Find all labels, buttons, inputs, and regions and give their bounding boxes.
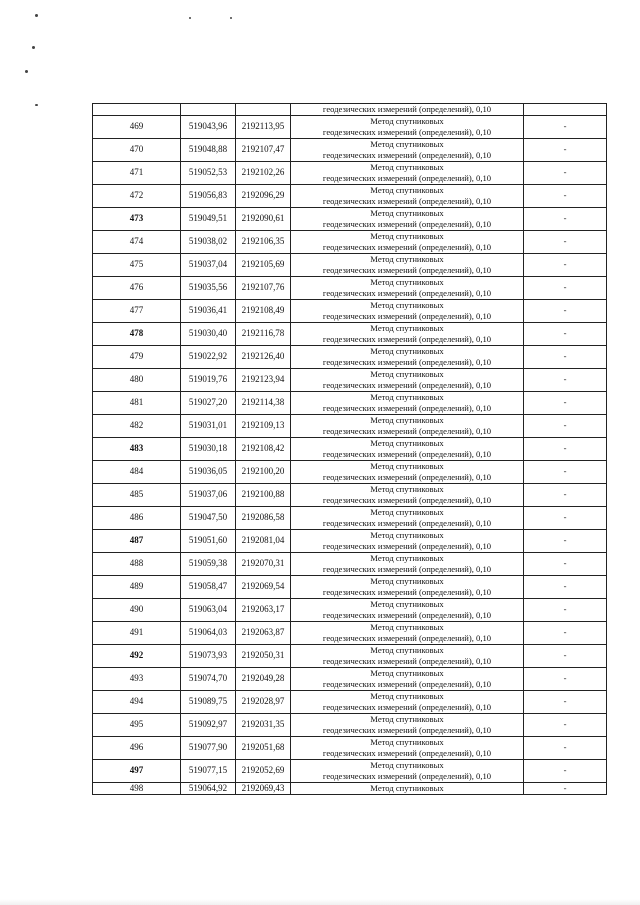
method-line-1: Метод спутниковых	[370, 599, 444, 609]
cell-y: 2192113,95	[236, 115, 291, 138]
method-line-2: геодезических измерений (определений), 0,10	[322, 770, 492, 781]
table-row-continued	[93, 104, 607, 116]
method-line-1: Метод спутниковых	[370, 185, 444, 195]
cell-num: 481	[93, 391, 181, 414]
cell-x: 519077,15	[181, 759, 236, 782]
cell-method	[291, 667, 524, 690]
cell-method	[291, 598, 524, 621]
cell-num: 491	[93, 621, 181, 644]
cell-method	[291, 713, 524, 736]
method-line-1: Метод спутниковых	[370, 645, 444, 655]
cell-extra: -	[524, 552, 607, 575]
cell-num: 471	[93, 161, 181, 184]
cell-y: 2192107,76	[236, 276, 291, 299]
cell-extra: -	[524, 736, 607, 759]
method-line-1: Метод спутниковых	[370, 691, 444, 701]
cell-y: 2192063,17	[236, 598, 291, 621]
cell-method	[291, 759, 524, 782]
cell-x: 519043,96	[181, 115, 236, 138]
cell-x: 519038,02	[181, 230, 236, 253]
cell-method	[291, 414, 524, 437]
cell-method	[291, 690, 524, 713]
cell-num: 485	[93, 483, 181, 506]
method-line-2: геодезических измерений (определений), 0,10	[322, 586, 492, 597]
cell-num	[93, 104, 181, 116]
cell-num: 474	[93, 230, 181, 253]
method-line-2: геодезических измерений (определений), 0,10	[322, 563, 492, 574]
method-line-1: Метод спутниковых	[370, 484, 444, 494]
method-line-1: Метод спутниковых	[370, 507, 444, 517]
cell-extra: -	[524, 483, 607, 506]
cell-method	[291, 253, 524, 276]
method-line-1: Метод спутниковых	[370, 254, 444, 264]
cell-x: 519074,70	[181, 667, 236, 690]
method-line-1: Метод спутниковых	[370, 714, 444, 724]
cell-x: 519022,92	[181, 345, 236, 368]
cell-x: 519030,40	[181, 322, 236, 345]
cell-method	[291, 184, 524, 207]
method-line-1: Метод спутниковых	[370, 162, 444, 172]
method-line-2: геодезических измерений (определений), 0,10	[322, 149, 492, 160]
method-line-2: геодезических измерений (определений), 0,10	[322, 448, 492, 459]
cell-y: 2192090,61	[236, 207, 291, 230]
cell-method	[291, 115, 524, 138]
method-line-1: Метод спутниковых	[370, 369, 444, 379]
method-line-1: Метод спутниковых	[370, 323, 444, 333]
method-line-1: Метод спутниковых	[370, 530, 444, 540]
table-row	[93, 138, 607, 161]
cell-extra: -	[524, 322, 607, 345]
method-line-2: геодезических измерений (определений), 0,10	[322, 195, 492, 206]
cell-y: 2192063,87	[236, 621, 291, 644]
cell-x: 519089,75	[181, 690, 236, 713]
table-row	[93, 253, 607, 276]
method-line-2: геодезических измерений (определений), 0,10	[322, 609, 492, 620]
cell-extra: -	[524, 690, 607, 713]
cell-x: 519052,53	[181, 161, 236, 184]
cell-x: 519047,50	[181, 506, 236, 529]
method-line-2: геодезических измерений (определений), 0,10	[322, 540, 492, 551]
table-row	[93, 598, 607, 621]
cell-num: 496	[93, 736, 181, 759]
cell-y: 2192105,69	[236, 253, 291, 276]
cell-method	[291, 552, 524, 575]
cell-extra: -	[524, 391, 607, 414]
cell-num: 475	[93, 253, 181, 276]
cell-x: 519019,76	[181, 368, 236, 391]
table-row	[93, 345, 607, 368]
cell-x: 519058,47	[181, 575, 236, 598]
cell-num: 484	[93, 460, 181, 483]
table-row	[93, 460, 607, 483]
cell-extra: -	[524, 782, 607, 794]
cell-num: 473	[93, 207, 181, 230]
cell-extra: -	[524, 713, 607, 736]
cell-num: 479	[93, 345, 181, 368]
cell-num: 497	[93, 759, 181, 782]
cell-method	[291, 138, 524, 161]
cell-num: 493	[93, 667, 181, 690]
cell-extra	[524, 104, 607, 116]
cell-x: 519036,05	[181, 460, 236, 483]
cell-extra: -	[524, 368, 607, 391]
method-line-1: Метод спутниковых	[370, 438, 444, 448]
cell-method	[291, 483, 524, 506]
cell-method	[291, 437, 524, 460]
method-line-2: геодезических измерений (определений), 0,10	[322, 172, 492, 183]
cell-y	[236, 104, 291, 116]
cell-method	[291, 391, 524, 414]
table-row	[93, 736, 607, 759]
cell-extra: -	[524, 644, 607, 667]
cell-num: 490	[93, 598, 181, 621]
cell-num: 478	[93, 322, 181, 345]
cell-x: 519035,56	[181, 276, 236, 299]
cell-num: 495	[93, 713, 181, 736]
cell-extra: -	[524, 414, 607, 437]
method-line-1: Метод спутниковых	[370, 415, 444, 425]
cell-method	[291, 506, 524, 529]
cell-y: 2192081,04	[236, 529, 291, 552]
method-line-2: геодезических измерений (определений), 0,10	[322, 494, 492, 505]
cell-x: 519037,04	[181, 253, 236, 276]
method-line-2: геодезических измерений (определений), 0,10	[322, 471, 492, 482]
table-row-last	[93, 782, 607, 794]
table-row	[93, 230, 607, 253]
table-row	[93, 529, 607, 552]
method-line-1: Метод спутниковых	[370, 553, 444, 563]
cell-y: 2192123,94	[236, 368, 291, 391]
method-line-2: геодезических измерений (определений), 0,10	[322, 678, 492, 689]
method-line-1: Метод спутниковых	[370, 461, 444, 471]
cell-y: 2192049,28	[236, 667, 291, 690]
cell-extra: -	[524, 529, 607, 552]
cell-extra: -	[524, 506, 607, 529]
method-line-1: Метод спутниковых	[370, 668, 444, 678]
scan-speck	[35, 14, 38, 17]
scan-speck	[35, 104, 38, 106]
cell-num: 494	[93, 690, 181, 713]
cell-extra: -	[524, 299, 607, 322]
cell-x: 519049,51	[181, 207, 236, 230]
cell-x: 519030,18	[181, 437, 236, 460]
cell-num: 469	[93, 115, 181, 138]
cell-method	[291, 345, 524, 368]
table-row	[93, 437, 607, 460]
cell-x: 519031,01	[181, 414, 236, 437]
cell-y: 2192069,43	[236, 782, 291, 794]
cell-x: 519051,60	[181, 529, 236, 552]
table-row	[93, 759, 607, 782]
cell-extra: -	[524, 161, 607, 184]
cell-num: 486	[93, 506, 181, 529]
method-line-1: Метод спутниковых	[370, 622, 444, 632]
cell-y: 2192102,26	[236, 161, 291, 184]
method-line-2: геодезических измерений (определений), 0,10	[322, 218, 492, 229]
cell-extra: -	[524, 184, 607, 207]
cell-num: 482	[93, 414, 181, 437]
table-row	[93, 115, 607, 138]
cell-y: 2192107,47	[236, 138, 291, 161]
cell-method	[291, 644, 524, 667]
cell-y: 2192109,13	[236, 414, 291, 437]
cell-x	[181, 104, 236, 116]
method-line-1: Метод спутниковых	[370, 300, 444, 310]
cell-extra: -	[524, 598, 607, 621]
cell-y: 2192108,42	[236, 437, 291, 460]
cell-method	[291, 736, 524, 759]
cell-x: 519036,41	[181, 299, 236, 322]
cell-method	[291, 368, 524, 391]
table-row	[93, 483, 607, 506]
table-row	[93, 690, 607, 713]
cell-method: Метод спутниковых	[291, 782, 524, 794]
table-row	[93, 322, 607, 345]
method-line-1: Метод спутниковых	[370, 737, 444, 747]
method-line-1: Метод спутниковых	[370, 760, 444, 770]
method-line-1: Метод спутниковых	[370, 346, 444, 356]
cell-method	[291, 322, 524, 345]
method-line-1: Метод спутниковых	[370, 231, 444, 241]
method-line-2: геодезических измерений (определений), 0,10	[322, 655, 492, 666]
cell-y: 2192028,97	[236, 690, 291, 713]
table-row	[93, 506, 607, 529]
cell-num: 498	[93, 782, 181, 794]
cell-y: 2192100,20	[236, 460, 291, 483]
cell-y: 2192108,49	[236, 299, 291, 322]
cell-x: 519064,03	[181, 621, 236, 644]
cell-num: 472	[93, 184, 181, 207]
cell-method	[291, 621, 524, 644]
cell-extra: -	[524, 138, 607, 161]
cell-extra: -	[524, 621, 607, 644]
method-line-2: геодезических измерений (определений), 0,10	[322, 287, 492, 298]
table-row	[93, 391, 607, 414]
cell-x: 519064,92	[181, 782, 236, 794]
cell-y: 2192106,35	[236, 230, 291, 253]
cell-method	[291, 230, 524, 253]
cell-method	[291, 161, 524, 184]
cell-num: 480	[93, 368, 181, 391]
cell-num: 483	[93, 437, 181, 460]
cell-num: 476	[93, 276, 181, 299]
cell-x: 519027,20	[181, 391, 236, 414]
cell-x: 519037,06	[181, 483, 236, 506]
cell-x: 519059,38	[181, 552, 236, 575]
cell-extra: -	[524, 115, 607, 138]
cell-num: 492	[93, 644, 181, 667]
cell-y: 2192052,69	[236, 759, 291, 782]
cell-method	[291, 207, 524, 230]
cell-method	[291, 529, 524, 552]
method-line-2: геодезических измерений (определений), 0,10	[322, 356, 492, 367]
cell-y: 2192114,38	[236, 391, 291, 414]
cell-y: 2192051,68	[236, 736, 291, 759]
method-line-2: геодезических измерений (определений), 0,10	[322, 333, 492, 344]
method-line-2: геодезических измерений (определений), 0,10	[322, 747, 492, 758]
method-line-2: геодезических измерений (определений), 0,10	[322, 517, 492, 528]
cell-num: 470	[93, 138, 181, 161]
cell-extra: -	[524, 345, 607, 368]
table-row	[93, 644, 607, 667]
cell-method	[291, 299, 524, 322]
table-row	[93, 368, 607, 391]
cell-x: 519063,04	[181, 598, 236, 621]
cell-x: 519056,83	[181, 184, 236, 207]
method-line-1: Метод спутниковых	[370, 277, 444, 287]
table-row	[93, 621, 607, 644]
cell-y: 2192100,88	[236, 483, 291, 506]
cell-x: 519073,93	[181, 644, 236, 667]
method-line-1: Метод спутниковых	[370, 576, 444, 586]
method-line-2: геодезических измерений (определений), 0,10	[322, 632, 492, 643]
cell-x: 519048,88	[181, 138, 236, 161]
table-row	[93, 161, 607, 184]
cell-method	[291, 276, 524, 299]
table-row	[93, 207, 607, 230]
cell-x: 519077,90	[181, 736, 236, 759]
method-line-2: геодезических измерений (определений), 0,10	[322, 241, 492, 252]
cell-y: 2192070,31	[236, 552, 291, 575]
method-line-2: геодезических измерений (определений), 0,10	[322, 724, 492, 735]
cell-extra: -	[524, 276, 607, 299]
cell-extra: -	[524, 437, 607, 460]
method-line-1: Метод спутниковых	[370, 208, 444, 218]
cell-extra: -	[524, 230, 607, 253]
cell-y: 2192031,35	[236, 713, 291, 736]
method-line-2: геодезических измерений (определений), 0,10	[322, 425, 492, 436]
method-line-2: геодезических измерений (определений), 0,10	[322, 310, 492, 321]
table-row	[93, 276, 607, 299]
table-row	[93, 713, 607, 736]
cell-y: 2192069,54	[236, 575, 291, 598]
cell-extra: -	[524, 575, 607, 598]
cell-x: 519092,97	[181, 713, 236, 736]
table-row	[93, 184, 607, 207]
table-row	[93, 552, 607, 575]
scan-speck	[189, 17, 191, 19]
table-row	[93, 575, 607, 598]
table-row	[93, 414, 607, 437]
cell-num: 477	[93, 299, 181, 322]
cell-y: 2192096,29	[236, 184, 291, 207]
scan-speck	[25, 70, 28, 73]
method-line-2: геодезических измерений (определений), 0,10	[322, 379, 492, 390]
cell-extra: -	[524, 667, 607, 690]
cell-extra: -	[524, 253, 607, 276]
cell-y: 2192116,78	[236, 322, 291, 345]
method-line-1: Метод спутниковых	[370, 392, 444, 402]
cell-extra: -	[524, 460, 607, 483]
cell-y: 2192050,31	[236, 644, 291, 667]
cell-y: 2192126,40	[236, 345, 291, 368]
scan-speck	[32, 46, 35, 49]
cell-method	[291, 575, 524, 598]
scan-edge	[0, 899, 640, 905]
cell-method: геодезических измерений (определений), 0,10	[291, 104, 524, 116]
method-line-1: Метод спутниковых	[370, 116, 444, 126]
method-line-2: геодезических измерений (определений), 0,10	[322, 264, 492, 275]
cell-y: 2192086,58	[236, 506, 291, 529]
coordinates-table-body	[93, 104, 607, 795]
table-row	[93, 667, 607, 690]
cell-extra: -	[524, 207, 607, 230]
table-row	[93, 299, 607, 322]
cell-num: 489	[93, 575, 181, 598]
method-line-2: геодезических измерений (определений), 0,10	[322, 701, 492, 712]
coordinates-table	[92, 103, 607, 795]
cell-num: 488	[93, 552, 181, 575]
method-line-1: Метод спутниковых	[370, 139, 444, 149]
scan-speck	[230, 17, 232, 19]
cell-extra: -	[524, 759, 607, 782]
cell-num: 487	[93, 529, 181, 552]
method-line-2: геодезических измерений (определений), 0,10	[322, 402, 492, 413]
cell-method	[291, 460, 524, 483]
method-line-2: геодезических измерений (определений), 0,10	[322, 126, 492, 137]
